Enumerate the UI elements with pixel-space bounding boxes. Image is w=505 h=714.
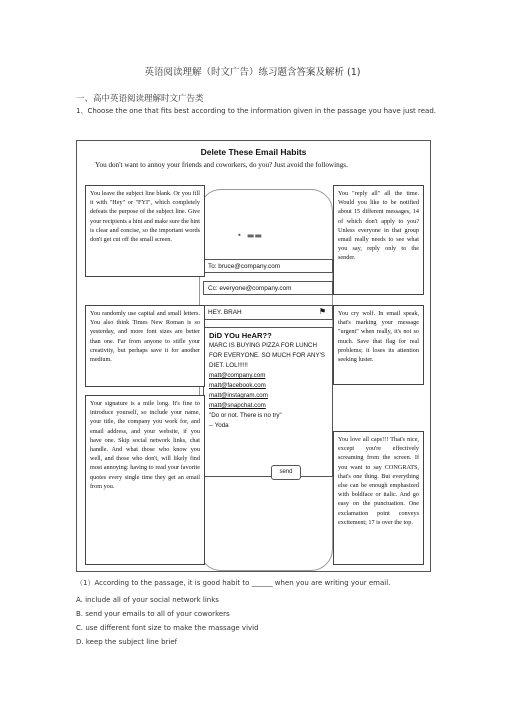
tip-box-subject-line: You leave the subject line blank. Or you fill it with "Hey" or "FYI", which completely defeats the purpose of the subject line. Give your recipients a hint and make sure the hint is clear and concise, so the important words don't get cut off the small screen.: [85, 185, 205, 277]
signature-quote-author: -- Yoda: [209, 422, 229, 429]
question-stem: （1）According to the passage, it is good habit to ______ when you are writing your email.: [76, 579, 391, 587]
phone-camera-dots: • ▬▬: [237, 231, 262, 240]
figure-title: Delete These Email Habits: [200, 147, 307, 157]
signature-quote: "Do or not. There is no try": [209, 412, 282, 419]
signature-link-4[interactable]: matt@snapchat.com: [209, 402, 266, 409]
email-habits-figure: [76, 140, 431, 572]
tip-box-capital-letters: You randomly use capital and small letters. You also think Times New Roman is so yesterday, and more font sizes are better than one. Far from anyone to stifle your creativity, but perhaps save it for another medium.: [85, 305, 205, 387]
signature-link-1[interactable]: matt@company.com: [209, 372, 266, 379]
option-d[interactable]: D. keep the subject line brief: [76, 638, 178, 646]
signature-link-3[interactable]: matt@instagram.com: [209, 392, 268, 399]
subject-text: HEY. BRAH: [208, 309, 242, 316]
message-body[interactable]: [203, 327, 333, 477]
option-a[interactable]: A. include all of your social network links: [76, 596, 219, 604]
option-b[interactable]: B. send your emails to all of your coworkers: [76, 610, 230, 618]
tip-box-all-caps: You love all caps!!! That's nice, except you're effectively screaming from the screen. If you want to say CONGRATS, that's one thing. But everything else can be enough emphasized with boldface or italic. And go easy on the punctuation. One exclamation point conveys excitement; 17 is over the top.: [333, 431, 424, 565]
cc-field[interactable]: Cc: everyone@company.com: [203, 281, 333, 295]
message-heading: DiD YOu HeAR??: [209, 331, 272, 340]
subject-field[interactable]: [203, 305, 333, 320]
option-c[interactable]: C. use different font size to make the massage vivid: [76, 624, 259, 632]
signature-link-2[interactable]: matt@facebook.com: [209, 382, 266, 389]
question-instruction: 1、Choose the one that fits best according to the information given in the passage you have just read.: [76, 107, 437, 115]
figure-subtitle: You don't want to annoy your friends and coworkers, do you? Just avoid the followings.: [95, 161, 348, 169]
document-title: 英语阅读理解（时文广告）练习题含答案及解析 (1): [144, 67, 361, 78]
section-heading: 一、高中英语阅读理解时文广告类: [76, 94, 204, 104]
tip-box-signature: Your signature is a mile long. It's fine to introduce yourself, so include your name, your title, the company you work for, and email address, and your website, if you have one. Skip social network links, chat handle. And what those who know you well, and those who don't, will likely find most annoying: having to read your favorite quotes every single time they get an email from you.: [85, 395, 205, 565]
tip-box-cry-wolf: You cry wolf. In email speak, that's marking your message "urgent" when really, it's not so much. Save that flag for real problems; it loses its attention seeking luster.: [333, 305, 424, 385]
tip-box-reply-all: You "reply all" all the time. Would you like to be notified about 15 different messages, 14 of which don't apply to you? Unless everyone in that group email really needs to see what you say, reply only to the sender.: [333, 185, 424, 295]
to-field[interactable]: To: bruce@company.com: [203, 259, 333, 273]
flag-icon: ⚑: [318, 307, 326, 316]
message-text: MARC IS BUYING PIZZA FOR LUNCH FOR EVERYONE. SO MUCH FOR ANY'S DIET. LOL!!!!!!: [209, 342, 325, 369]
send-button[interactable]: send: [271, 465, 301, 480]
